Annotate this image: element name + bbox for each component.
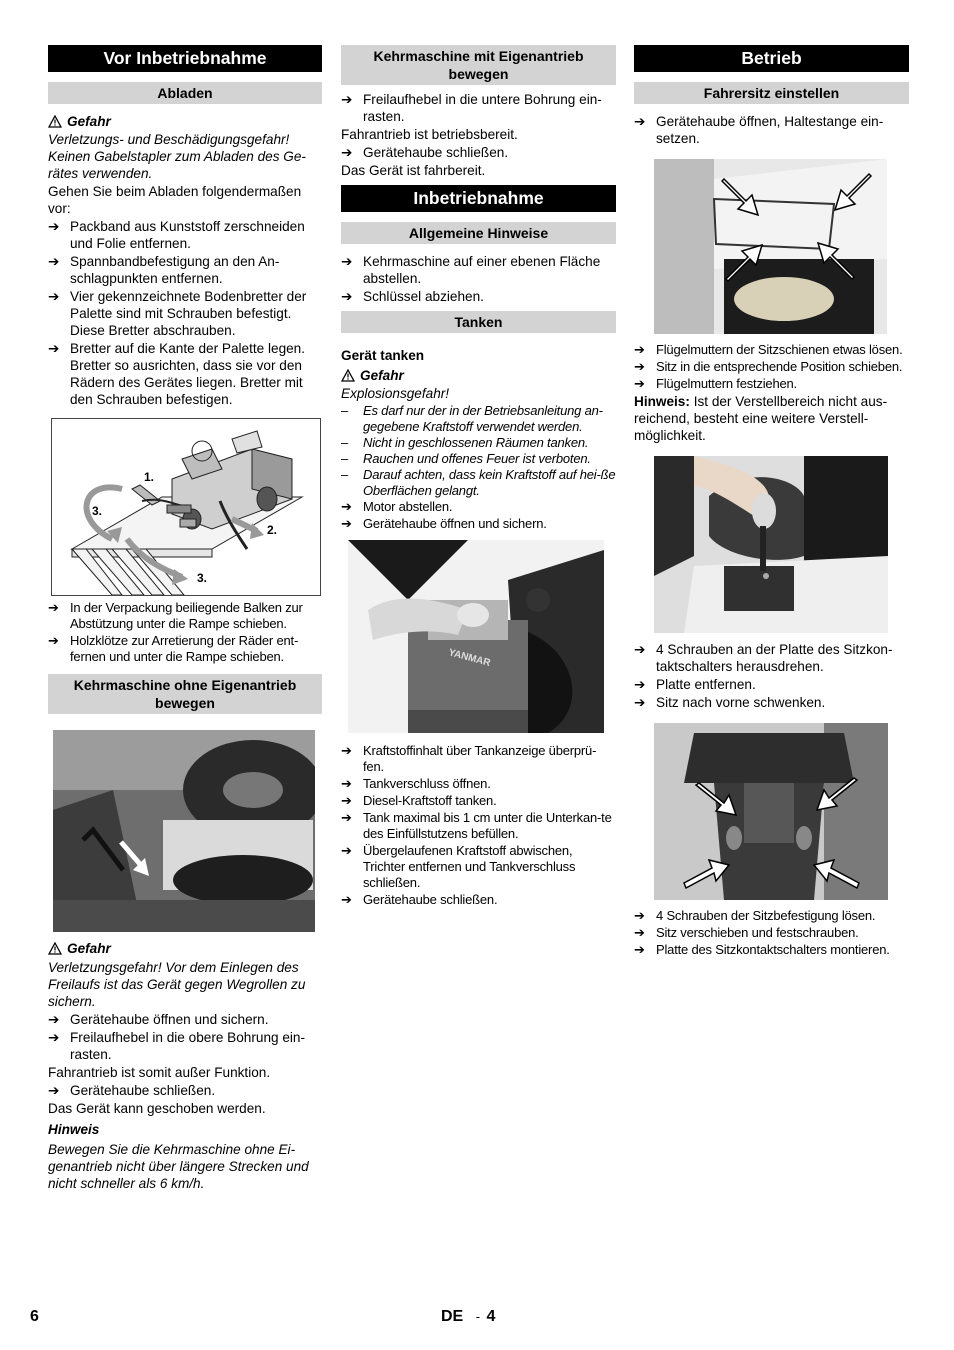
list-item: ➔ Bretter auf die Kante der Palette legen. Bretter so ausrichten, dass sie vor den Rädern des Gerätes liegen. Bretter mit den Schrauben befestigen. <box>48 341 306 407</box>
warning-title: Gefahr <box>67 941 111 956</box>
seat-contact-switch-photo <box>654 456 888 633</box>
warning-triangle-icon <box>48 115 62 128</box>
unloading-ramp-figure <box>51 418 321 596</box>
list-item: – Nicht in geschlossenen Räumen tanken. <box>341 435 589 450</box>
warning-heading <box>48 940 322 957</box>
list-item: ➔ Freilaufhebel in die untere Bohrung ein-rasten. <box>341 92 602 124</box>
footer-page-num: 4 <box>486 1308 496 1325</box>
warning-text: Verletzungs- und Beschädigungsgefahr! Keinen Gabelstapler zum Abladen des Ge-rätes verwenden. <box>48 132 306 181</box>
header-abladen: Abladen <box>48 82 322 104</box>
arrow-right-icon: ➔ <box>48 254 60 269</box>
note-text: Ist der Verstellbereich nicht aus-reichend, besteht eine weitere Verstell-möglichkeit. <box>634 394 888 443</box>
seat-mounting-photo <box>654 723 888 900</box>
warning-heading <box>48 113 322 130</box>
warning-text: Explosionsgefahr! <box>341 386 450 401</box>
arrow-right-icon: ➔ <box>48 341 60 356</box>
figure-label-3b: 3. <box>197 571 208 585</box>
warning-triangle-icon <box>341 369 355 382</box>
list-item: ➔ Platte entfernen. <box>634 677 756 692</box>
arrow-right-icon: ➔ <box>341 743 352 758</box>
list-item: ➔ In der Verpackung beiliegende Balken zur Abstützung unter die Rampe schieben. <box>48 600 303 631</box>
list-item: ➔ Sitz verschieben und festschrauben. <box>634 925 859 940</box>
column-3 <box>634 45 909 959</box>
list-item: ➔ Motor abstellen. <box>341 499 453 514</box>
arrow-right-icon: ➔ <box>341 289 353 304</box>
list-item: ➔ Sitz nach vorne schwenken. <box>634 695 826 710</box>
arrow-right-icon: ➔ <box>48 1083 60 1098</box>
body-text: Das Gerät kann geschoben werden. <box>48 1101 266 1116</box>
list-item: ➔ Diesel-Kraftstoff tanken. <box>341 793 497 808</box>
list-item: ➔ Gerätehaube schließen. <box>341 145 509 160</box>
list-item: – Es darf nur der in der Betriebsanleitung an-gegebene Kraftstoff verwendet werden. <box>341 403 603 434</box>
warning-triangle-icon <box>48 942 62 955</box>
header-tanken: Tanken <box>341 311 616 333</box>
arrow-right-icon: ➔ <box>634 342 645 357</box>
note-title: Hinweis <box>48 1122 100 1137</box>
section-title-inbetriebnahme: Inbetriebnahme <box>341 185 616 212</box>
section-title-vor-inbetriebnahme: Vor Inbetriebnahme <box>48 45 322 72</box>
body-text: Das Gerät ist fahrbereit. <box>341 163 486 178</box>
header-fahrersitz-einstellen: Fahrersitz einstellen <box>634 82 909 104</box>
list-item: ➔ Kraftstoffinhalt über Tankanzeige überprü-fen. <box>341 743 597 774</box>
arrow-right-icon: ➔ <box>48 1030 60 1045</box>
intro-text: Gehen Sie beim Abladen folgendermaßen vor: <box>48 184 302 216</box>
list-item: ➔ 4 Schrauben an der Platte des Sitzkon-taktschalters herausdrehen. <box>634 642 893 674</box>
note-label: Hinweis: <box>634 394 690 409</box>
list-item: ➔ Vier gekennzeichnete Bodenbretter der Palette sind mit Schrauben befestigt. Diese Bretter abschrauben. <box>48 289 307 338</box>
arrow-right-icon: ➔ <box>341 843 352 858</box>
header-allgemeine-hinweise: Allgemeine Hinweise <box>341 222 616 244</box>
arrow-right-icon: ➔ <box>634 642 646 657</box>
subheader-geraet-tanken: Gerät tanken <box>341 348 425 363</box>
list-item: ➔ Gerätehaube öffnen, Haltestange ein-setzen. <box>634 114 884 146</box>
note-text: Bewegen Sie die Kehrmaschine ohne Ei-genantrieb nicht über längere Strecken und nicht schneller als 6 km/h. <box>48 1142 309 1191</box>
list-item: ➔ Tankverschluss öffnen. <box>341 776 491 791</box>
footer-language <box>441 1308 495 1325</box>
list-item: – Darauf achten, dass kein Kraftstoff auf hei-ße Oberflächen gelangt. <box>341 467 616 498</box>
list-item: ➔ Packband aus Kunststoff zerschneiden und Folie entfernen. <box>48 219 305 251</box>
figure-label-2: 2. <box>267 523 278 537</box>
body-text: Fahrantrieb ist betriebsbereit. <box>341 127 518 142</box>
page-number: 6 <box>30 1308 39 1325</box>
column-2 <box>341 45 616 909</box>
arrow-right-icon: ➔ <box>48 289 60 304</box>
section-title-betrieb: Betrieb <box>634 45 909 72</box>
list-item: ➔ 4 Schrauben der Sitzbefestigung lösen. <box>634 908 876 923</box>
arrow-right-icon: ➔ <box>48 600 59 615</box>
arrow-right-icon: ➔ <box>634 925 645 940</box>
arrow-right-icon: ➔ <box>341 516 352 531</box>
arrow-right-icon: ➔ <box>634 942 645 957</box>
warning-heading <box>341 367 616 384</box>
column-1 <box>48 45 322 1193</box>
list-item: ➔ Holzklötze zur Arretierung der Räder ent-fernen und unter die Rampe schieben. <box>48 633 299 664</box>
ramp-drawing <box>52 419 320 595</box>
arrow-right-icon: ➔ <box>634 908 645 923</box>
footer-lang: DE <box>441 1308 464 1325</box>
list-item: ➔ Gerätehaube öffnen und sichern. <box>341 516 547 531</box>
header-mit-eigenantrieb: Kehrmaschine mit Eigenantrieb bewegen <box>341 45 616 85</box>
list-item: ➔ Flügelmuttern der Sitzschienen etwas lösen. <box>634 342 903 357</box>
warning-title: Gefahr <box>360 368 404 383</box>
arrow-right-icon: ➔ <box>634 677 646 692</box>
arrow-right-icon: ➔ <box>341 499 352 514</box>
warning-text: Verletzungsgefahr! Vor dem Einlegen des Freilaufs ist das Gerät gegen Wegrollen zu sichern. <box>48 960 306 1009</box>
arrow-right-icon: ➔ <box>634 114 646 129</box>
arrow-right-icon: ➔ <box>48 219 60 234</box>
arrow-right-icon: ➔ <box>341 254 353 269</box>
list-item: ➔ Tank maximal bis 1 cm unter die Unterkan-te des Einfüllstutzens befüllen. <box>341 810 612 841</box>
arrow-right-icon: ➔ <box>634 359 645 374</box>
list-item: ➔ Gerätehaube schließen. <box>48 1083 216 1098</box>
arrow-right-icon: ➔ <box>341 92 353 107</box>
arrow-right-icon: ➔ <box>634 376 645 391</box>
body-text: Fahrantrieb ist somit außer Funktion. <box>48 1065 271 1080</box>
warning-title: Gefahr <box>67 114 111 129</box>
arrow-right-icon: ➔ <box>341 810 352 825</box>
header-ohne-eigenantrieb: Kehrmaschine ohne Eigenantrieb bewegen <box>48 674 322 714</box>
note-paragraph <box>634 393 909 444</box>
arrow-right-icon: ➔ <box>341 793 352 808</box>
arrow-right-icon: ➔ <box>48 1012 60 1027</box>
list-item: ➔ Übergelaufenen Kraftstoff abwischen, Trichter entfernen und Tankverschluss schließen. <box>341 843 576 890</box>
list-item: ➔ Spannbandbefestigung an den An-schlagpunkten entfernen. <box>48 254 280 286</box>
list-item: ➔ Schlüssel abziehen. <box>341 289 484 304</box>
figure-label-3a: 3. <box>92 504 103 518</box>
list-item: ➔ Gerätehaube schließen. <box>341 892 498 907</box>
seat-rail-photo <box>654 159 887 334</box>
figure-label-1: 1. <box>144 470 155 484</box>
arrow-right-icon: ➔ <box>634 695 646 710</box>
arrow-right-icon: ➔ <box>341 892 352 907</box>
list-item: ➔ Flügelmuttern festziehen. <box>634 376 797 391</box>
arrow-right-icon: ➔ <box>341 145 353 160</box>
yanmar-label: YANMAR <box>447 647 492 670</box>
arrow-right-icon: ➔ <box>48 633 59 648</box>
footer-separator: - <box>475 1309 481 1324</box>
list-item: ➔ Sitz in die entsprechende Position schieben. <box>634 359 903 374</box>
list-item: – Rauchen und offenes Feuer ist verboten. <box>341 451 591 466</box>
list-item: ➔ Kehrmaschine auf einer ebenen Fläche abstellen. <box>341 254 601 286</box>
arrow-right-icon: ➔ <box>341 776 352 791</box>
list-item: ➔ Platte des Sitzkontaktschalters montieren. <box>634 942 890 957</box>
list-item: ➔ Gerätehaube öffnen und sichern. <box>48 1012 269 1027</box>
freewheel-lever-photo <box>53 730 315 932</box>
list-item: ➔ Freilaufhebel in die obere Bohrung ein-rasten. <box>48 1030 306 1062</box>
refueling-photo <box>348 540 604 733</box>
